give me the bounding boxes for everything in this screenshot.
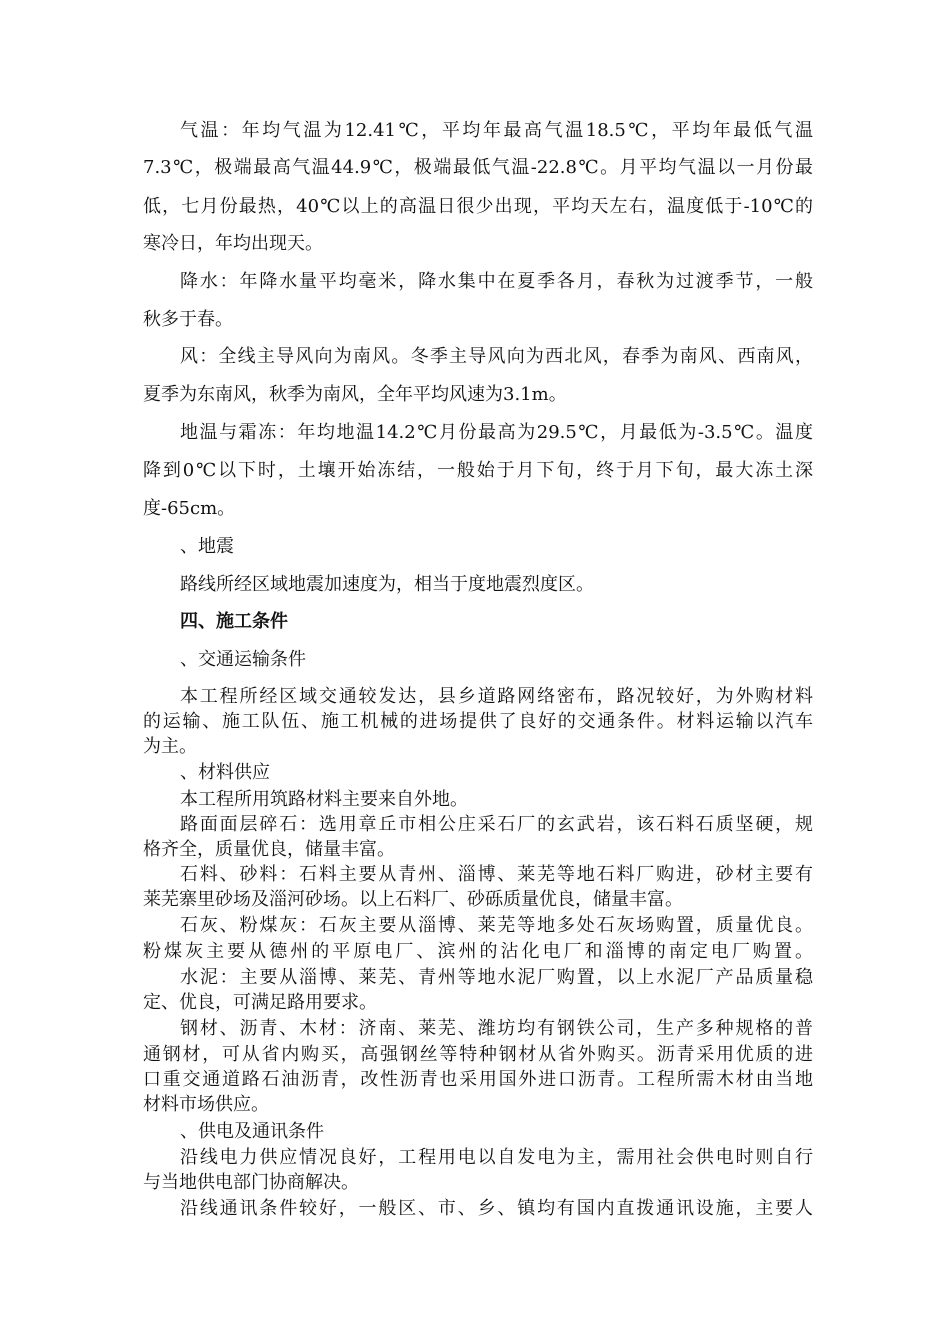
climate-rain-line-2: 秋多于春。 — [143, 309, 233, 330]
material-line-3: 格齐全，质量优良，储量丰富。 — [143, 839, 395, 860]
material-line-11: 通钢材，可从省内购买，高强钢丝等特种钢材从省外购买。沥青采用优质的进 — [143, 1044, 813, 1065]
power-line-3: 沿线通讯条件较好，一般区、市、乡、镇均有国内直拨通讯设施，主要人 — [180, 1198, 813, 1219]
material-line-9: 定、优良，可满足路用要求。 — [143, 992, 377, 1013]
material-line-2: 路面面层碎石：选用章丘市相公庄采石厂的玄武岩，该石料石质坚硬，规 — [180, 814, 813, 835]
material-line-12: 口重交通道路石油沥青，改性沥青也采用国外进口沥青。工程所需木材由当地 — [143, 1069, 813, 1090]
climate-rain-line-1: 降水：年降水量平均毫米，降水集中在夏季各月，春秋为过渡季节，一般 — [180, 271, 813, 292]
material-line-1: 本工程所用筑路材料主要来自外地。 — [180, 789, 468, 810]
climate-wind-line-1: 风：全线主导风向为南风。冬季主导风向为西北风，春季为南风、西南风， — [180, 346, 813, 367]
transport-line-3: 为主。 — [143, 736, 197, 757]
material-line-4: 石料、砂料：石料主要从青州、淄博、莱芜等地石料厂购进，砂材主要有 — [180, 864, 813, 885]
material-line-6: 石灰、粉煤灰：石灰主要从淄博、莱芜等地多处石灰场购置，质量优良。 — [180, 915, 813, 936]
climate-ground-line-2: 降到0℃以下时，土壤开始冻结，一般始于月下旬，终于月下旬，最大冻土深 — [143, 460, 813, 481]
earthquake-text: 路线所经区域地震加速度为，相当于度地震烈度区。 — [180, 574, 594, 595]
climate-ground-line-1: 地温与霜冻：年均地温14.2℃月份最高为29.5℃，月最低为-3.5℃。温度 — [180, 422, 813, 443]
material-heading: 、材料供应 — [180, 762, 270, 783]
climate-ground-line-3: 度-65cm。 — [143, 498, 236, 519]
climate-temperature-line-2: 7.3℃，极端最高气温44.9℃，极端最低气温-22.8℃。月平均气温以一月份最 — [143, 157, 813, 178]
power-line-1: 沿线电力供应情况良好，工程用电以自发电为主，需用社会供电时则自行 — [180, 1147, 813, 1168]
power-heading: 、供电及通讯条件 — [180, 1121, 324, 1142]
section-heading: 四、施工条件 — [180, 611, 288, 632]
climate-wind-line-2: 夏季为东南风，秋季为南风，全年平均风速为3.1m。 — [143, 384, 567, 405]
transport-line-1: 本工程所经区域交通较发达，县乡道路网络密布，路况较好，为外购材料 — [180, 686, 813, 707]
material-line-7: 粉煤灰主要从德州的平原电厂、滨州的沾化电厂和淄博的南定电厂购置。 — [143, 941, 813, 962]
transport-line-2: 的运输、施工队伍、施工机械的进场提供了良好的交通条件。材料运输以汽车 — [143, 711, 813, 732]
material-line-10: 钢材、沥青、木材：济南、莱芜、潍坊均有钢铁公司，生产多种规格的普 — [180, 1018, 813, 1039]
climate-temperature-line-3: 低，七月份最热，40℃以上的高温日很少出现，平均天左右，温度低于-10℃的 — [143, 196, 813, 217]
climate-temperature-line-4: 寒冷日，年均出现天。 — [143, 233, 323, 254]
climate-temperature-line-1: 气温：年均气温为12.41℃，平均年最高气温18.5℃，平均年最低气温 — [180, 120, 813, 141]
transport-heading: 、交通运输条件 — [180, 649, 306, 670]
material-line-8: 水泥：主要从淄博、莱芜、青州等地水泥厂购置，以上水泥厂产品质量稳 — [180, 967, 813, 988]
material-line-13: 材料市场供应。 — [143, 1094, 269, 1115]
power-line-2: 与当地供电部门协商解决。 — [143, 1172, 359, 1193]
earthquake-heading: 、地震 — [180, 536, 234, 557]
material-line-5: 莱芜寨里砂场及淄河砂场。以上石料厂、砂砾质量优良，储量丰富。 — [143, 889, 683, 910]
